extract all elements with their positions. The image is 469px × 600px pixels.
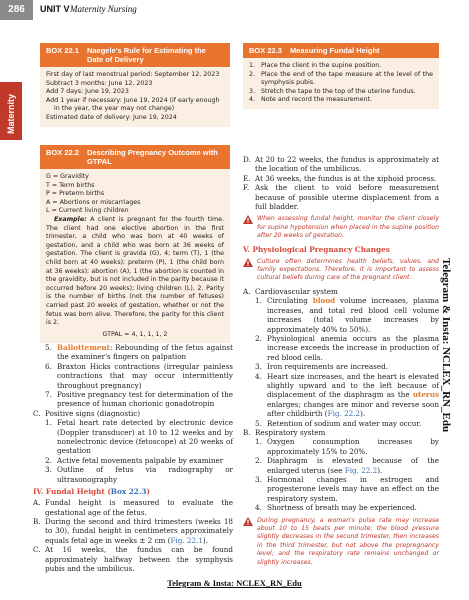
step-item: 3. Stretch the tape to the top of the uterine fundus. xyxy=(249,87,416,95)
gtpal-def: A = Abortions or miscarriages xyxy=(46,198,141,206)
right-column xyxy=(243,155,439,571)
box-number: BOX 22.3 xyxy=(249,46,282,55)
list-item: 6. Braxton Hicks contractions (irregular painless contractions that may occur intermittently throughout pregnancy) xyxy=(45,361,233,390)
list-item: 2. Active fetal movements palpable by examiner xyxy=(45,455,224,465)
list-item: D. At 20 to 22 weeks, the fundus is approximately at the location of the umbilicus. xyxy=(243,155,439,174)
warning-icon xyxy=(243,258,253,267)
alert-note: Culture often determines health beliefs, values, and family expectations. Therefore, it is important to assess cultural beliefs during care of the pregnant client. xyxy=(243,258,439,283)
side-tab-label: Maternity xyxy=(6,93,16,134)
list-item: A. Cardiovascular system xyxy=(243,286,338,296)
box-22-3 xyxy=(243,43,439,109)
list-item: 3. Outline of fetus via radiography or ultrasonography xyxy=(45,465,233,484)
list-item: 4. Shortness of breath may be experienced. xyxy=(255,503,417,513)
list-item: E. At 36 weeks, the fundus is at the xiphoid process. xyxy=(243,173,437,183)
figure-link[interactable]: Fig. 22.2 xyxy=(327,409,361,419)
list-item: 5. Ballottement: Rebounding of the fetus against the examiner's fingers on palpation xyxy=(45,343,233,362)
list-item: 7. Positive pregnancy test for determination of the presence of human chorionic gonadotropin xyxy=(45,390,233,409)
figure-link[interactable]: Fig. 22.2 xyxy=(344,465,378,475)
list-item: C. At 16 weeks, the fundus can be found approximately halfway between the symphysis pubis and the umbilicus. xyxy=(33,545,233,573)
box-line: Estimated date of delivery: June 19, 2024 xyxy=(46,113,177,121)
box-header xyxy=(40,145,230,169)
warning-icon xyxy=(243,517,253,526)
gtpal-def: P = Preterm births xyxy=(46,190,105,198)
list-item: 2. Diaphragm is elevated because of the enlarged uterus (see Fig. 22.2). xyxy=(255,456,439,475)
alert-note: During pregnancy, a woman's pulse rate may increase about 10 to 15 beats per minute; the blood pressure slightly decreases in the second trimester, then increases in the third trimester, but not above the prepregnancy level; and the respiratory rate remains unchanged or slightly increases. xyxy=(243,517,439,567)
box-line: Subtract 3 months: June 12, 2023 xyxy=(46,79,153,87)
list-item: 4. Heart size increases, and the heart is elevated slightly upward and to the left because of displacement of the diaphragm as the uterus enlarges; changes are minor and reverse soon after childbirth (Fig. 22.2). xyxy=(255,371,439,419)
gtpal-def: T = Term births xyxy=(46,181,95,189)
box-number: BOX 22.1 xyxy=(46,46,79,55)
alert-note: When assessing fundal height, monitor the client closely for supine hypotension when placed in the supine position after 20 weeks of gestation. xyxy=(243,215,439,240)
warning-icon xyxy=(243,215,253,224)
list-item: F. Ask the client to void before measurement because of possible uterine displacement from a full bladder. xyxy=(243,183,439,212)
list-item: 3. Hormonal changes in estrogen and progesterone levels may have an effect on the respiratory system. xyxy=(255,475,439,503)
figure-link[interactable]: Fig. 22.1 xyxy=(170,535,203,545)
list-item: 2. Physiological anemia occurs as the plasma increase exceeds the increase in production of red blood cells. xyxy=(255,333,439,362)
list-item: B. During the second and third trimesters (weeks 18 to 30), fundal height in centimeters approximately equals fetal age in weeks ± 2 cm (Fig. 22.1). xyxy=(33,516,233,545)
box-line: Add 7 days: June 19, 2023 xyxy=(46,88,129,96)
box-header xyxy=(40,43,230,67)
list-item: 1. Circulating blood volume increases, plasma increases, and total red blood cell volume increases (total volume increases by approximately 40% to 50%). xyxy=(255,296,439,334)
unit-label: UNIT V xyxy=(40,4,70,14)
box-title: Measuring Fundal Height xyxy=(289,46,380,55)
list-item: 3. Iron requirements are increased. xyxy=(255,362,388,372)
right-watermark: Telegram & Insta: NCLEX_RN_Edu xyxy=(440,258,452,433)
list-item: C. Positive signs (diagnostic) xyxy=(33,408,141,418)
box-line: First day of last menstrual period: September 12, 2023 xyxy=(46,71,220,78)
box-22-1 xyxy=(40,43,230,127)
footer-watermark: Telegram & Insta: NCLEX_RN_Edu xyxy=(167,578,302,588)
box-title: Describing Pregnancy Outcome with GTPAL xyxy=(86,148,218,166)
box-title: Naegele's Rule for Estimating the Date of Delivery xyxy=(86,46,206,64)
list-item: 1. Fetal heart rate detected by electronic device (Doppler transducer) at 10 to 12 weeks and by nonelectronic device (fetoscope) at 20 weeks of gestation xyxy=(45,418,233,456)
page-header xyxy=(0,0,469,20)
page-number: 286 xyxy=(0,0,33,20)
step-item: 4. Note and record the measurement. xyxy=(249,96,373,104)
gtpal-def: G = Gravidity xyxy=(46,173,89,180)
step-item: 2. Place the end of the tape measure at the level of the symphysis pubis. xyxy=(249,70,433,87)
list-item: 5. Retention of sodium and water may occur. xyxy=(255,418,422,428)
list-item: B. Respiratory system xyxy=(243,427,326,437)
left-column xyxy=(33,343,233,573)
list-item: A. Fundal height is measured to evaluate the gestational age of the fetus. xyxy=(33,498,233,517)
gtpal-formula: GTPAL = 4, 1, 1, 1, 2 xyxy=(102,330,168,338)
box-number: BOX 22.2 xyxy=(46,148,79,157)
unit-title: Maternity Nursing xyxy=(70,4,137,14)
gtpal-example: Example: A client is pregnant for the fourth time. The client had one elective abortion in the first trimester, a child who was born at 40 weeks of gestation, and a child who was born at 36 weeks of gestation. The client is gravida (G), 4; term (T), 1 (the child born at 40 weeks); preterm (P), 1 (the child born at 36 weeks); abortion (A), 1 (the abortion is counted in the gravidity, but is not included in the parity because it occurred before 20 weeks); living children (L), 2. Parity is the number of births (not the number of fetuses) carried past 20 weeks of gestation, whether or not the fetus was born alive. Therefore, the parity for this client is 2. xyxy=(46,215,224,327)
side-tab xyxy=(0,82,22,140)
box-header xyxy=(243,43,439,58)
section-heading-v: V. Physiological Pregnancy Changes xyxy=(243,244,390,254)
list-item: 1. Oxygen consumption increases by approximately 15% to 20%. xyxy=(255,437,439,456)
gtpal-def: L = Current living children xyxy=(46,207,129,215)
section-heading-iv: IV. Fundal Height (Box 22.3) xyxy=(33,487,150,497)
box-line: Add 1 year if necessary: June 19, 2024 (if early enough in the year, the year may not change) xyxy=(46,96,220,113)
box-22-2 xyxy=(40,145,230,343)
step-item: 1. Place the client in the supine position. xyxy=(249,62,382,69)
